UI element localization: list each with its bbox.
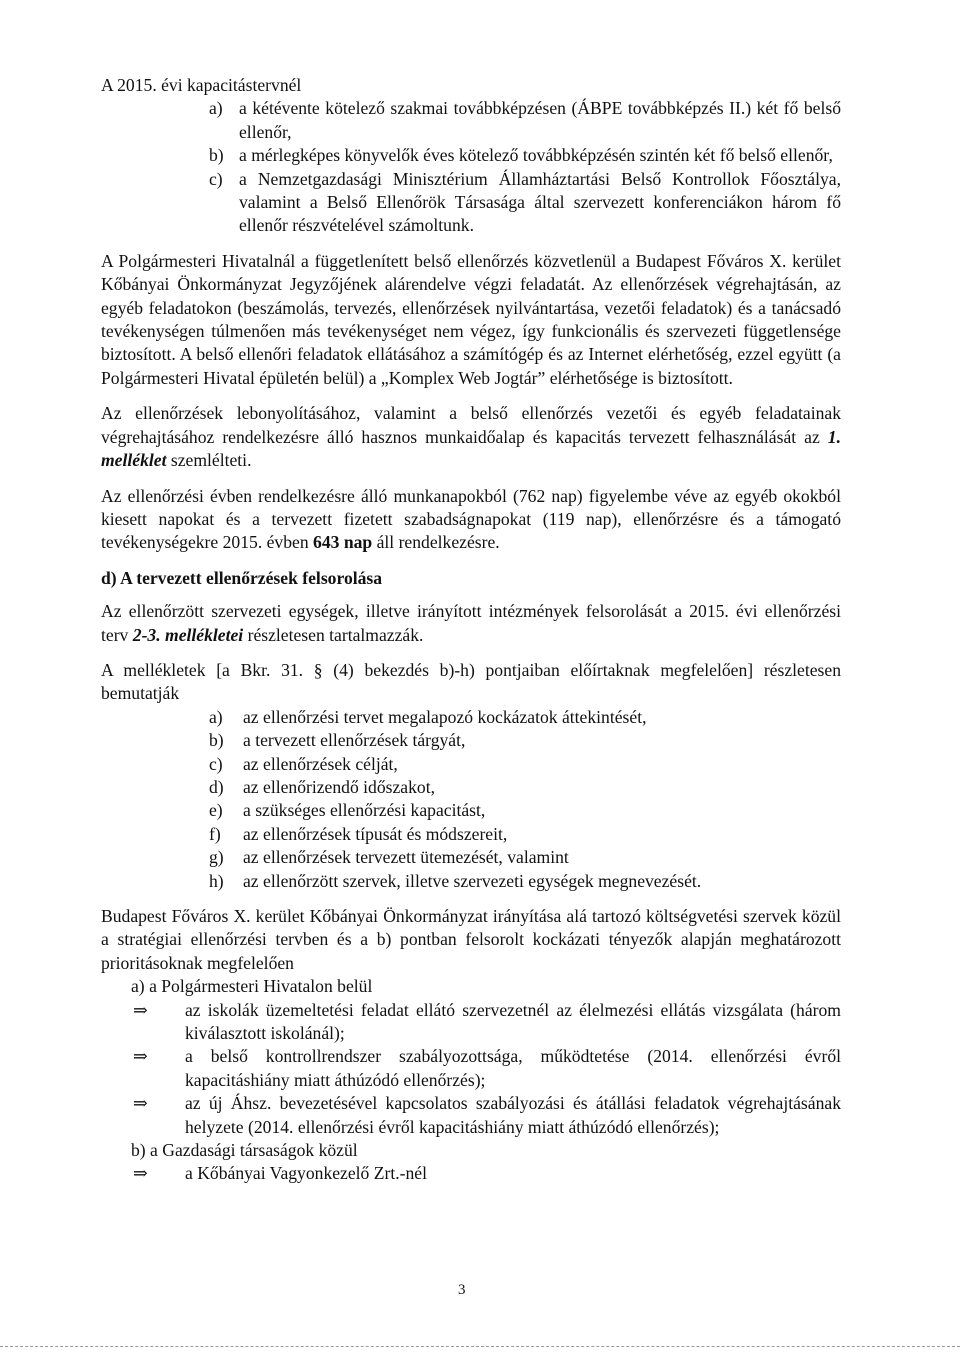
list-label: g) [209, 847, 224, 868]
list-text: az ellenőrzési tervet megalapozó kockázatok áttekintését, [243, 706, 647, 727]
paragraph-bkr: A mellékletek [a Bkr. 31. § (4) bekezdés b)-h) pontjaiban előírtaknak megfelelően] részletesen bemutatják [101, 659, 841, 704]
group-b-label: b) a Gazdasági társaságok közül [131, 1140, 358, 1161]
bottom-divider [0, 1346, 960, 1347]
paragraph-independence: A Polgármesteri Hivatalnál a függetlenített belső ellenőrzés közvetlenül a Budapest Főváros X. kerület Kőbányai Önkormányzat Jegyzőjének alárendelve végzi feladatát. Az ellenőrzések végrehajtásán, az egyéb feladatokon (beszámolás, tervezés, ellenőrzések nyilvántartása, vezetői feladatok) és a tanácsadó tevékenységen túlmenően más tevékenységet nem végez, így funkcionális és szervezeti függetlensége biztosított. A belső ellenőri feladatok ellátásához a számítógép és az Internet elérhetőség, ezzel együtt (a Polgármesteri Hivatal épületén belül) a „Komplex Web Jogtár” elérhetősége is biztosított. [101, 250, 841, 388]
group-b-list [101, 1162, 841, 1185]
list-text: az iskolák üzemeltetési feladat ellátó szervezetnél az élelmezési ellátás vizsgálata (három kiválasztott iskolánál); [185, 999, 841, 1044]
list-text: a mérlegképes könyvelők éves kötelező továbbképzésén szintén két fő belső ellenőr, [239, 145, 833, 166]
arrow-icon: ⇒ [133, 1163, 148, 1184]
list-label: b) [209, 730, 224, 751]
group-a-list [101, 999, 841, 1139]
list-label: f) [209, 823, 221, 844]
paragraph-resources [101, 402, 841, 472]
list-item [101, 1092, 841, 1139]
list-label: b) [209, 145, 224, 166]
list-item [101, 1162, 841, 1185]
list-item [101, 706, 841, 729]
capacity-intro: A 2015. évi kapacitástervnél [101, 75, 302, 95]
list-text: a Nemzetgazdasági Minisztérium Államháztartási Belső Kontrollok Főosztálya, valamint a Belső Ellenőrök Társasága által szervezett konferenciákon három fő ellenőr részvételével számoltunk. [239, 168, 841, 236]
text: szemlélteti. [166, 450, 252, 471]
list-text: az új Áhsz. bevezetésével kapcsolatos szabályozási és átállási feladatok végrehajtásának helyzete (2014. ellenőrzési évről kapacitáshiány miatt áthúzódó ellenőrzés); [185, 1093, 841, 1137]
text: Az ellenőrzési évben rendelkezésre álló munkanapokból (762 nap) figyelembe véve az egyéb okokból kiesett napokat és a tervezett fizetett szabadságnapokat (119 nap), ellenőrzésre és a támogató tevékenységekre 2015. évben [101, 485, 841, 553]
list-label: a) [209, 98, 223, 119]
list-item [101, 729, 841, 752]
list-item [101, 799, 841, 822]
list-item [101, 823, 841, 846]
list-label: d) [209, 776, 224, 797]
list-label: c) [209, 168, 223, 189]
arrow-icon: ⇒ [133, 999, 148, 1020]
list-item [101, 776, 841, 799]
list-text: a tervezett ellenőrzések tárgyát, [243, 730, 466, 751]
list-label: e) [209, 800, 223, 821]
annex-reference: 1. melléklet [101, 426, 841, 471]
annex-contents-list [101, 706, 841, 893]
paragraph-priorities: Budapest Főváros X. kerület Kőbányai Önkormányzat irányítása alá tartozó költségvetési szervek közül a stratégiai ellenőrzési tervben és a b) pontban felsorolt kockázati tényezők alapján meghatározott prioritásoknak megfelelően [101, 906, 841, 973]
list-item [101, 97, 841, 144]
text: Az ellenőrzések lebonyolításához, valamint a belső ellenőrzés vezetői és egyéb feladatainak végrehajtásához rendelkezésre álló hasznos munkaidőalap és kapacitás tervezett felhasználását az [101, 403, 841, 447]
arrow-icon: ⇒ [133, 1046, 148, 1067]
group-a-label: a) a Polgármesteri Hivatalon belül [131, 976, 373, 997]
text: áll rendelkezésre. [372, 532, 500, 553]
list-label: c) [209, 753, 223, 774]
text: részletesen tartalmazzák. [243, 624, 424, 645]
list-text: az ellenőrzések tervezett ütemezését, valamint [243, 847, 569, 868]
page-number: 3 [458, 1282, 466, 1298]
list-item [101, 870, 841, 893]
document-page [101, 74, 841, 1186]
list-text: az ellenőrzések célját, [243, 753, 398, 774]
list-label: h) [209, 870, 224, 891]
list-item [101, 753, 841, 776]
capacity-list [101, 97, 841, 237]
list-text: a belső kontrollrendszer szabályozottsága, működtetése (2014. ellenőrzési évről kapacitáshiány miatt áthúzódó ellenőrzés); [185, 1046, 841, 1090]
available-days: 643 nap [313, 532, 373, 553]
list-item [101, 999, 841, 1046]
list-item [101, 846, 841, 869]
list-item [101, 1045, 841, 1092]
list-item [101, 144, 841, 167]
list-label: a) [209, 706, 223, 727]
list-text: a szükséges ellenőrzési kapacitást, [243, 800, 486, 821]
arrow-icon: ⇒ [133, 1093, 148, 1114]
paragraph-annex [101, 600, 841, 647]
text: Az ellenőrzött szervezeti egységek, illetve irányított intézmények felsorolását a 2015. évi ellenőrzési terv [101, 601, 841, 645]
list-text: az ellenőrzések típusát és módszereit, [243, 823, 508, 844]
list-text: az ellenőrizendő időszakot, [243, 776, 435, 797]
list-text: a Kőbányai Vagyonkezelő Zrt.-nél [185, 1163, 427, 1184]
section-heading: d) A tervezett ellenőrzések felsorolása [101, 567, 383, 588]
list-text: az ellenőrzött szervek, illetve szervezeti egységek megnevezését. [243, 870, 702, 891]
annex-reference: 2-3. mellékletei [132, 624, 244, 645]
list-text: a kétévente kötelező szakmai továbbképzésen (ÁBPE továbbképzés II.) két fő belső ellenőr, [239, 98, 841, 142]
paragraph-days [101, 485, 841, 555]
list-item [101, 168, 841, 238]
